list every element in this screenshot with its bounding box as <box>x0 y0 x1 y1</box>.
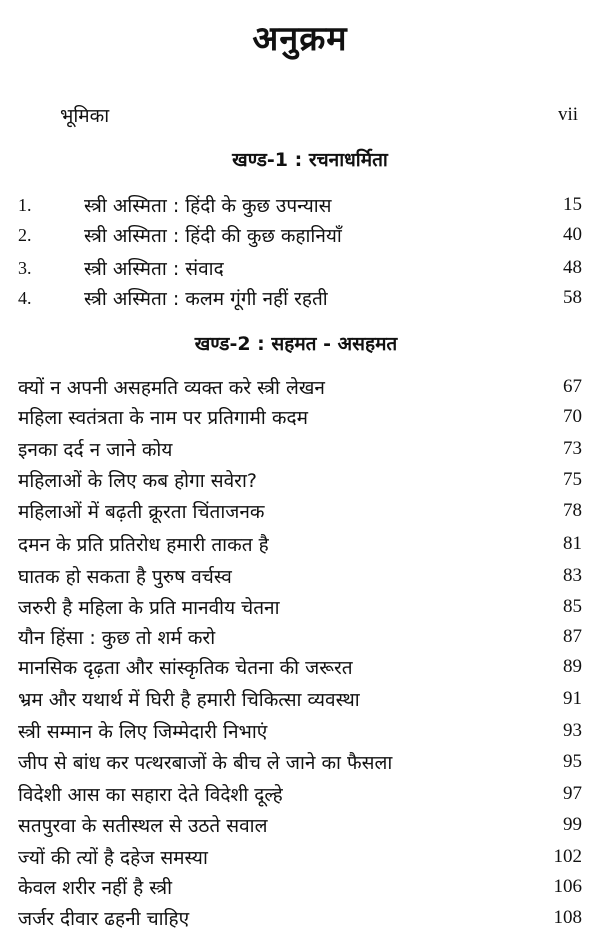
toc-page-number: 48 <box>563 257 582 278</box>
toc-row <box>18 253 582 283</box>
toc-item-number: 1. <box>18 194 32 215</box>
toc-row <box>18 402 582 432</box>
toc-page-number: 93 <box>563 720 582 741</box>
toc-row <box>18 529 582 559</box>
toc-row <box>18 684 582 714</box>
toc-title: यौन हिंसा : कुछ तो शर्म करो <box>18 627 216 649</box>
toc-row <box>18 747 582 777</box>
toc-title: क्यों न अपनी असहमति व्यक्त करे स्त्री लेखन <box>18 377 325 399</box>
toc-row <box>18 842 582 872</box>
toc-row <box>18 465 582 495</box>
toc-row <box>18 496 582 526</box>
toc-page-number: 91 <box>563 688 582 709</box>
toc-page-number: 87 <box>563 626 582 647</box>
toc-page-number: 108 <box>553 907 582 928</box>
toc-title: केवल शरीर नहीं है स्त्री <box>18 877 173 899</box>
toc-title: इनका दर्द न जाने कोय <box>18 439 173 461</box>
toc-page-number: 102 <box>553 846 582 867</box>
toc-item-number: 3. <box>18 257 32 278</box>
toc-page-number: 95 <box>563 751 582 772</box>
toc-row <box>18 561 582 591</box>
section-heading-1: खण्ड-1 : रचनाधर्मिता <box>232 149 388 171</box>
toc-item-number: 2. <box>18 224 32 245</box>
toc-title: सतपुरवा के सतीस्थल से उठते सवाल <box>18 815 268 837</box>
toc-title: घातक हो सकता है पुरुष वर्चस्व <box>18 566 232 588</box>
page-title: अनुक्रम <box>252 19 348 59</box>
toc-title: महिला स्वतंत्रता के नाम पर प्रतिगामी कदम <box>18 407 308 429</box>
toc-title: जर्जर दीवार ढहनी चाहिए <box>18 908 190 930</box>
section-heading-2: खण्ड-2 : सहमत - असहमत <box>194 333 398 355</box>
toc-page-number: 83 <box>563 565 582 586</box>
toc-title: मानसिक दृढ़ता और सांस्कृतिक चेतना की जरूरत <box>18 657 353 679</box>
toc-row <box>18 190 582 220</box>
toc-title: दमन के प्रति प्रतिरोध हमारी ताकत है <box>18 534 269 556</box>
toc-title: भ्रम और यथार्थ में घिरी है हमारी चिकित्सा व्यवस्था <box>18 689 360 711</box>
toc-row <box>18 622 582 652</box>
toc-row <box>18 652 582 682</box>
toc-page-number: 15 <box>563 194 582 215</box>
toc-row <box>18 779 582 809</box>
toc-page-number: 106 <box>553 876 582 897</box>
toc-title: भूमिका <box>60 105 110 127</box>
toc-title: जीप से बांध कर पत्थरबाजों के बीच ले जाने का फैसला <box>18 752 393 774</box>
toc-page-number: 73 <box>563 438 582 459</box>
toc-title: विदेशी आस का सहारा देते विदेशी दूल्हे <box>18 784 283 806</box>
toc-title: स्त्री अस्मिता : हिंदी की कुछ कहानियाँ <box>84 225 342 247</box>
toc-row <box>18 220 582 250</box>
toc-item-number: 4. <box>18 287 32 308</box>
toc-page-number: 89 <box>563 656 582 677</box>
toc-title: जरुरी है महिला के प्रति मानवीय चेतना <box>18 597 280 619</box>
toc-page-number: 58 <box>563 287 582 308</box>
toc-page-number: 81 <box>563 533 582 554</box>
toc-row <box>18 592 582 622</box>
toc-title: स्त्री सम्मान के लिए जिम्मेदारी निभाएं <box>18 721 268 743</box>
toc-row <box>18 283 582 313</box>
toc-page-number: 75 <box>563 469 582 490</box>
toc-page-number: 70 <box>563 406 582 427</box>
toc-row-preface <box>60 100 578 130</box>
toc-title: महिलाओं में बढ़ती क्रूरता चिंताजनक <box>18 501 265 523</box>
toc-row <box>18 810 582 840</box>
toc-page-number: 99 <box>563 814 582 835</box>
toc-page-number: 78 <box>563 500 582 521</box>
toc-row <box>18 872 582 902</box>
toc-title: ज्यों की त्यों है दहेज समस्या <box>18 847 208 869</box>
toc-row <box>18 434 582 464</box>
toc-row <box>18 716 582 746</box>
toc-title: महिलाओं के लिए कब होगा सवेरा? <box>18 470 257 492</box>
toc-page-number: 67 <box>563 376 582 397</box>
toc-title: स्त्री अस्मिता : संवाद <box>84 258 224 280</box>
toc-row <box>18 903 582 933</box>
toc-page-number: vii <box>557 104 578 125</box>
toc-title: स्त्री अस्मिता : कलम गूंगी नहीं रहती <box>84 288 328 310</box>
toc-page-number: 40 <box>563 224 582 245</box>
toc-title: स्त्री अस्मिता : हिंदी के कुछ उपन्यास <box>84 195 332 217</box>
toc-row <box>18 372 582 402</box>
toc-page-number: 85 <box>563 596 582 617</box>
toc-page-number: 97 <box>563 783 582 804</box>
